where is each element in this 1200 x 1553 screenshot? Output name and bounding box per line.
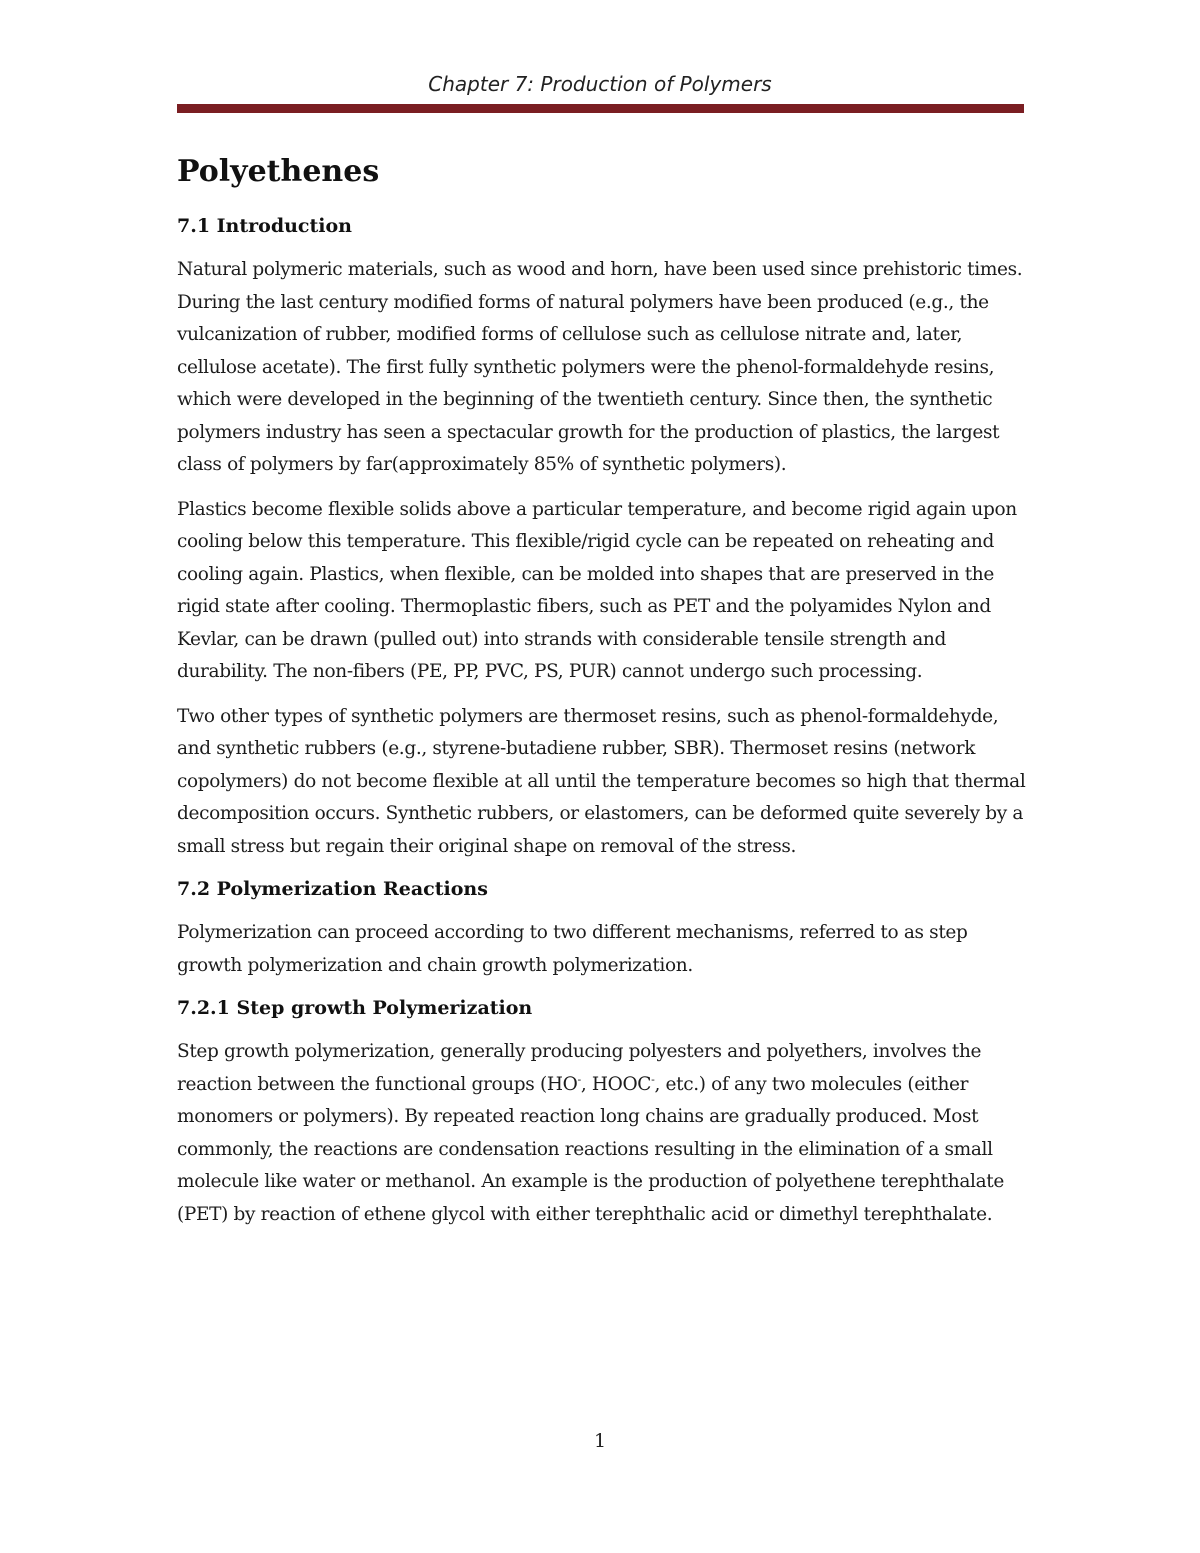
section-heading-introduction: 7.1 Introduction [177,215,352,237]
ho-charge-superscript: - [577,1072,581,1086]
paragraph-text-hooc: , HOOC [580,1073,652,1095]
paragraph-introduction-2: Plastics become flexible solids above a particular temperature, and become rigid again upon cooling below this temperature. This flexible/rigid cycle can be repeated on reheating and cooling again. Plastics, when flexible, can be molded into shapes that are preserved in the rigid state after cooling. Thermoplastic fibers, such as PET and the polyamides Nylon and Kevlar, can be drawn (pulled out) into strands with considerable tensile strength and durability. The non-fibers (PE, PP, PVC, PS, PUR) cannot undergo such processing. [177,498,1017,682]
page-number: 1 [593,1430,607,1452]
paragraph-introduction-1: Natural polymeric materials, such as wood and horn, have been used since prehistoric times. During the last century modified forms of natural polymers have been produced (e.g., the vulcanization of rubber, modified forms of cellulose such as cellulose nitrate and, later, cellulose acetate). The first fully synthetic polymers were the phenol-formaldehyde resins, which were developed in the beginning of the twentieth century. Since then, the synthetic polymers industry has seen a spectacular growth for the production of plastics, the largest class of polymers by far(approximately 85% of synthetic polymers). [177,259,1023,475]
paragraph-text-before-ho: Step growth polymerization, generally producing polyesters and polyethers, involves the reaction between the functional groups (HO [177,1041,982,1095]
page-content [177,150,1037,1243]
document-title: Polyethenes [177,154,380,189]
running-header: Chapter 7: Production of Polymers [428,72,772,96]
paragraph-polymerization-1: Polymerization can proceed according to two different mechanisms, referred to as step growth polymerization and chain growth polymerization. [177,922,968,976]
hooc-charge-superscript: - [651,1072,655,1086]
section-heading-polymerization-reactions: 7.2 Polymerization Reactions [177,878,488,900]
paragraph-introduction-3: Two other types of synthetic polymers are thermoset resins, such as phenol-formaldehyde, and synthetic rubbers (e.g., styrene-butadiene rubber, SBR). Thermoset resins (network copolymers) do not become flexible at all until the temperature becomes so high that thermal decomposition occurs. Synthetic rubbers, or elastomers, can be deformed quite severely by a small stress but regain their original shape on removal of the stress. [177,705,1026,857]
section-heading-step-growth: 7.2.1 Step growth Polymerization [177,997,533,1019]
paragraph-step-growth-1 [177,1036,1037,1231]
header-rule [177,104,1024,113]
paragraph-text-after: , etc.) of any two molecules (either monomers or polymers). By repeated reaction long chains are gradually produced. Most commonly, the reactions are condensation reactions resulting in the elimination of a small molecule like water or methanol. An example is the production of polyethene terephthalate (PET) by reaction of ethene glycol with either terephthalic acid or dimethyl terephthalate. [177,1073,1004,1225]
